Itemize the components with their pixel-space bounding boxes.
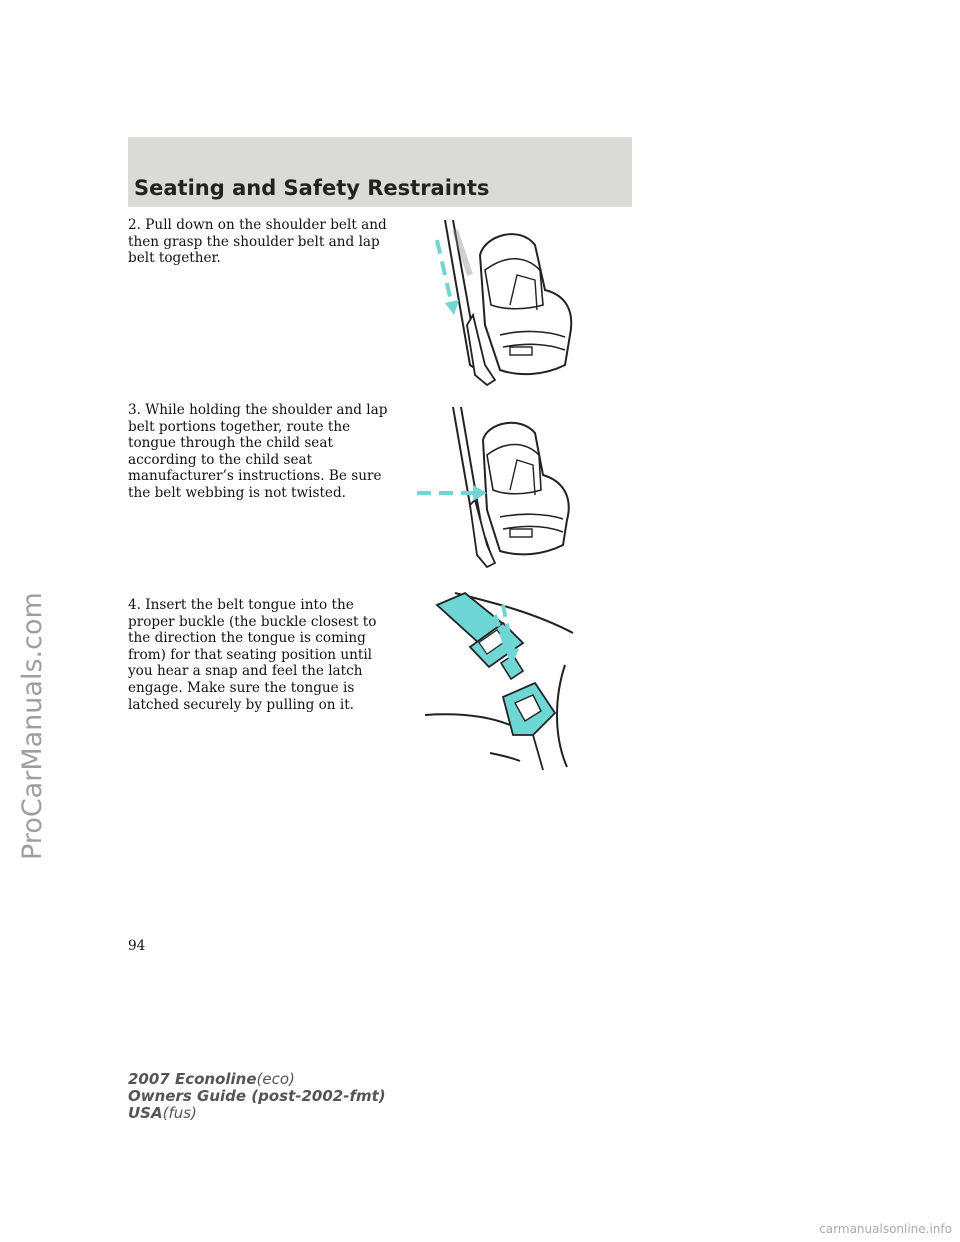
child-seat-route-belt-illustration — [415, 405, 585, 575]
document-footer — [128, 1071, 386, 1122]
bottom-watermark: carmanualsonline.info — [819, 1222, 952, 1236]
footer-guide: Owners Guide (post-2002-fmt) — [128, 1087, 386, 1105]
child-seat-pull-belt-illustration — [425, 215, 595, 390]
footer-model-code: (eco) — [256, 1070, 295, 1088]
page-number: 94 — [128, 938, 146, 954]
step-2-text — [128, 217, 398, 267]
footer-region: USA — [128, 1104, 163, 1122]
section-title: Seating and Safety Restraints — [134, 176, 490, 200]
step-3-text — [128, 402, 398, 502]
footer-line-1 — [128, 1071, 386, 1088]
footer-region-code: (fus) — [162, 1104, 197, 1122]
footer-model: 2007 Econoline — [128, 1070, 257, 1088]
step-4-paragraph: 4. Insert the belt tongue into the proper buckle (the buckle closest to the direction the tongue is coming from) for that seating position until you hear a snap and feel the latch engage. Make sure the tongue is latched securely by pulling on it. — [128, 597, 377, 713]
step-4-text — [128, 597, 398, 713]
side-watermark: ProCarManuals.com — [17, 592, 48, 860]
step-2-paragraph: 2. Pull down on the shoulder belt and then grasp the shoulder belt and lap belt together. — [128, 217, 387, 267]
belt-tongue-buckle-illustration — [425, 585, 585, 775]
footer-line-3 — [128, 1105, 386, 1122]
step-3-paragraph: 3. While holding the shoulder and lap belt portions together, route the tongue through the child seat according to the child seat manufacturer’s instructions. Be sure the belt webbing is not twisted. — [128, 402, 388, 501]
